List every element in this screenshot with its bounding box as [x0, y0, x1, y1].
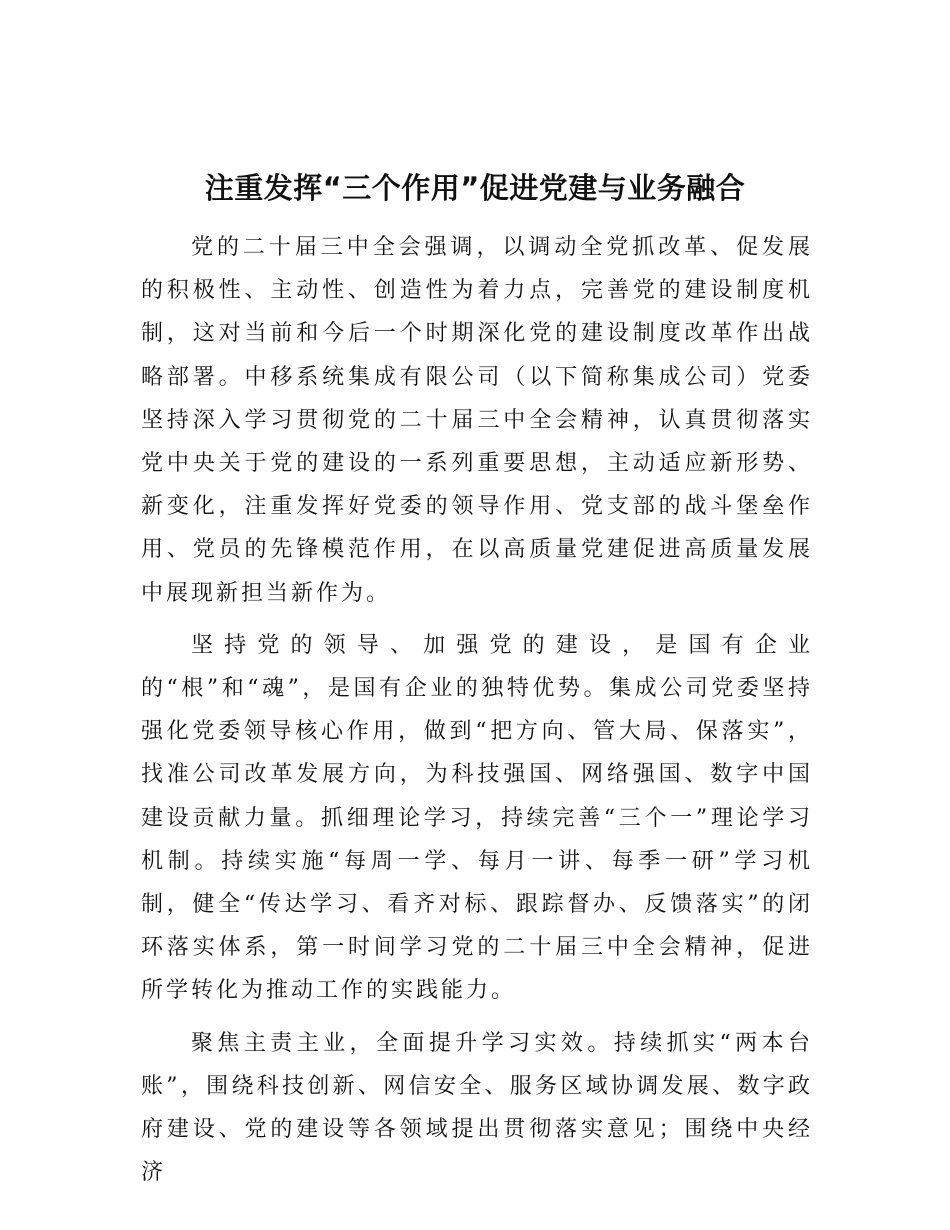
- document-title: 注重发挥“三个作用”促进党建与业务融合: [204, 171, 746, 205]
- paragraph-1: 党的二十届三中全会强调，以调动全党抓改革、促发展的积极性、主动性、创造性为着力点，完善党的建设制度机制，这对当前和今后一个时期深化党的建设制度改革作出战略部署。中移系统集成有限公司（以下简称集成公司）党委坚持深入学习贯彻党的二十届三中全会精神，认真贯彻落实党中央关于党的建设的一系列重要思想，主动适应新形势、新变化，注重发挥好党委的领导作用、党支部的战斗堡垒作用、党员的先锋模范作用，在以高质量党建促进高质量发展中展现新担当新作为。: [141, 235, 813, 606]
- paragraph-3: 聚焦主责主业，全面提升学习实效。持续抓实“两本台账”，围绕科技创新、网信安全、服务区域协调发展、数字政府建设、党的建设等各领域提出贯彻落实意见；围绕中央经济: [141, 1030, 813, 1186]
- document-body: [141, 226, 813, 1194]
- paragraph-2: 坚持党的领导、加强党的建设，是国有企业的“根”和“魂”，是国有企业的独特优势。集成公司党委坚持强化党委领导核心作用，做到“把方向、管大局、保落实”，找准公司改革发展方向，为科技强国、网络强国、数字中国建设贡献力量。抓细理论学习，持续完善“三个一”理论学习机制。持续实施“每周一学、每月一讲、每季一研”学习机制，健全“传达学习、看齐对标、跟踪督办、反馈落实”的闭环落实体系，第一时间学习党的二十届三中全会精神，促进所学转化为推动工作的实践能力。: [141, 632, 813, 1004]
